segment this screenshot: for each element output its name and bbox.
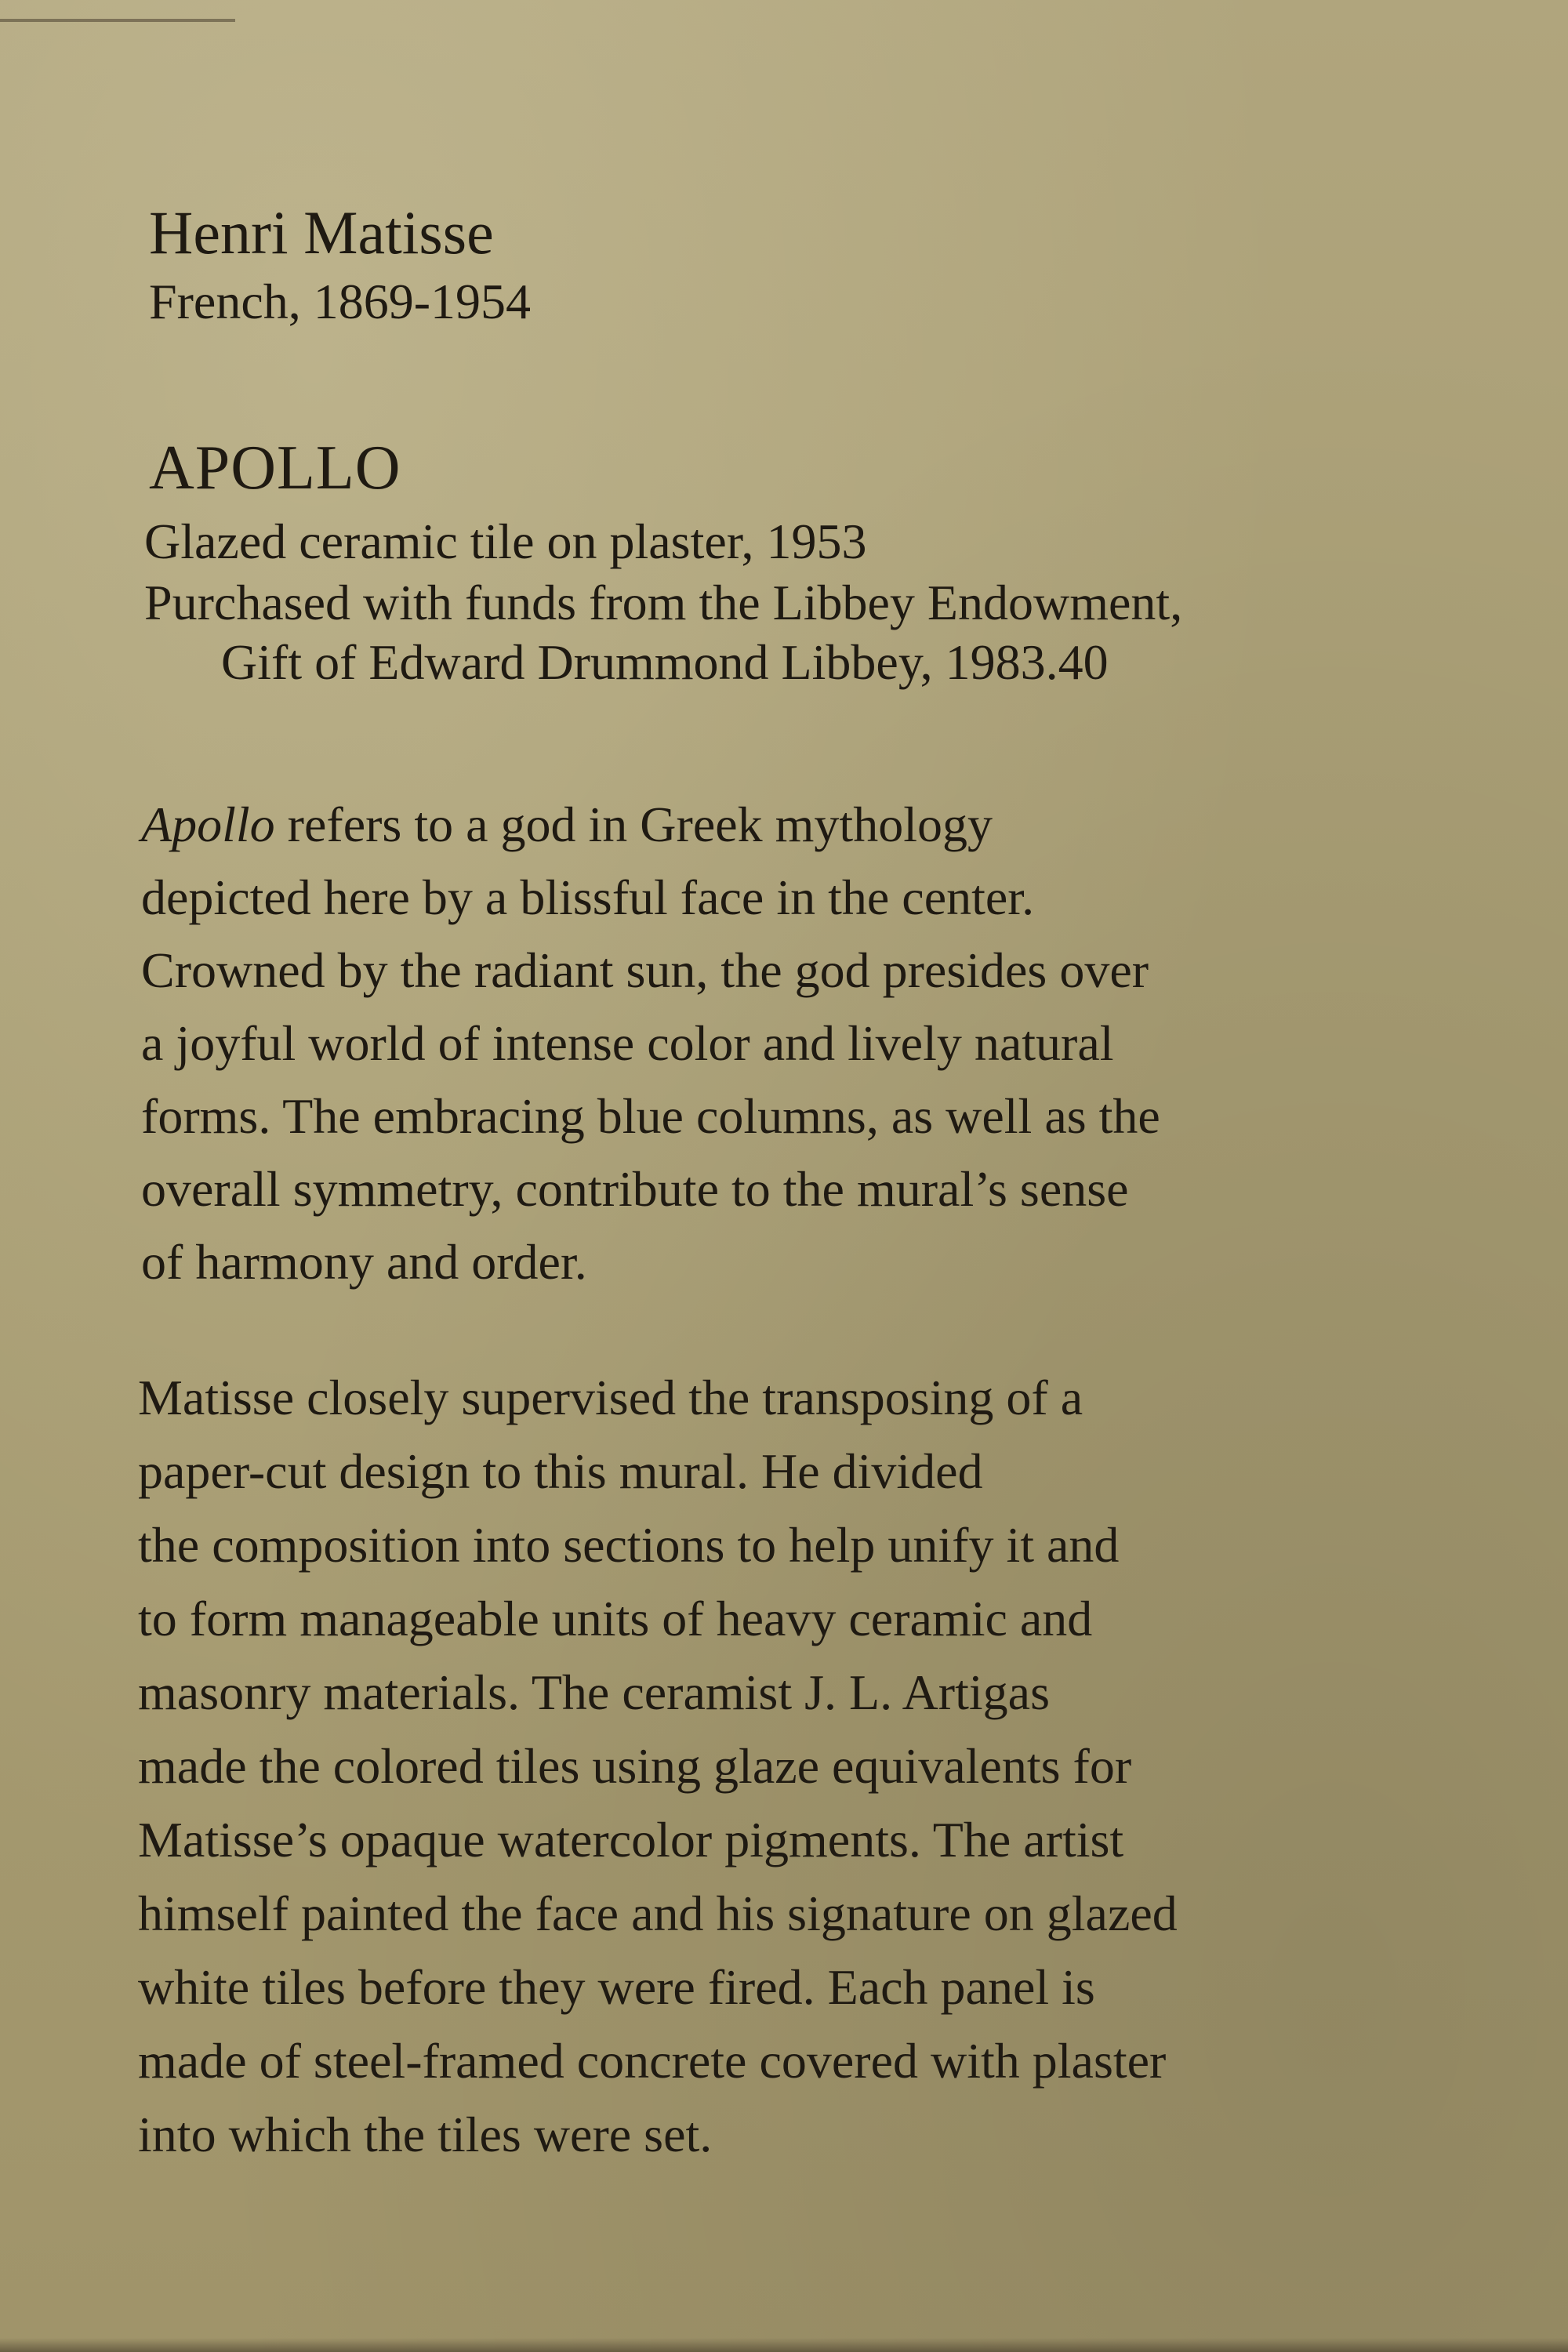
paragraph-2-line: to form manageable units of heavy ceramic and — [138, 1591, 1093, 1646]
italic-title-apollo: Apollo — [141, 797, 275, 852]
artist-name: Henri Matisse — [149, 198, 494, 267]
description-paragraph-2 — [138, 1361, 1178, 2172]
paragraph-1-line: overall symmetry, contribute to the mural’s sense — [141, 1161, 1129, 1217]
paragraph-1-line-text: refers to a god in Greek mythology — [274, 797, 993, 852]
paragraph-2-line: Matisse’s opaque watercolor pigments. The artist — [138, 1812, 1124, 1867]
paragraph-2-line: white tiles before they were fired. Each panel is — [138, 1959, 1095, 2015]
paragraph-2-line: made of steel-framed concrete covered with plaster — [138, 2033, 1167, 2089]
paragraph-1-line: of harmony and order. — [141, 1234, 587, 1290]
paragraph-1-line: a joyful world of intense color and lively natural — [141, 1015, 1114, 1071]
label-bottom-edge — [0, 2338, 1568, 2352]
label-top-edge — [0, 19, 235, 22]
paragraph-2-line: masonry materials. The ceramist J. L. Artigas — [138, 1664, 1050, 1720]
description-paragraph-1 — [141, 788, 1160, 1298]
paragraph-2-line: into which the tiles were set. — [138, 2107, 713, 2162]
paragraph-1-line: depicted here by a blissful face in the center. — [141, 869, 1035, 925]
paragraph-1-line: Crowned by the radiant sun, the god presides over — [141, 942, 1149, 998]
paragraph-2-line: paper-cut design to this mural. He divided — [138, 1443, 983, 1499]
paragraph-2-line: himself painted the face and his signature on glazed — [138, 1886, 1178, 1941]
artwork-medium-date: Glazed ceramic tile on plaster, 1953 — [144, 514, 867, 569]
paragraph-2-line: made the colored tiles using glaze equivalents for — [138, 1738, 1132, 1794]
artist-nationality-dates: French, 1869-1954 — [149, 274, 532, 329]
paragraph-2-line: Matisse closely supervised the transposing of a — [138, 1370, 1083, 1425]
paragraph-1-line: forms. The embracing blue columns, as well as the — [141, 1088, 1160, 1144]
paragraph-1-line — [141, 788, 1160, 861]
paragraph-2-line: the composition into sections to help unify it and — [138, 1517, 1120, 1573]
credit-line-2: Gift of Edward Drummond Libbey, 1983.40 — [221, 634, 1109, 690]
artwork-title: APOLLO — [149, 434, 401, 503]
credit-line-1: Purchased with funds from the Libbey Endowment, — [144, 575, 1183, 630]
